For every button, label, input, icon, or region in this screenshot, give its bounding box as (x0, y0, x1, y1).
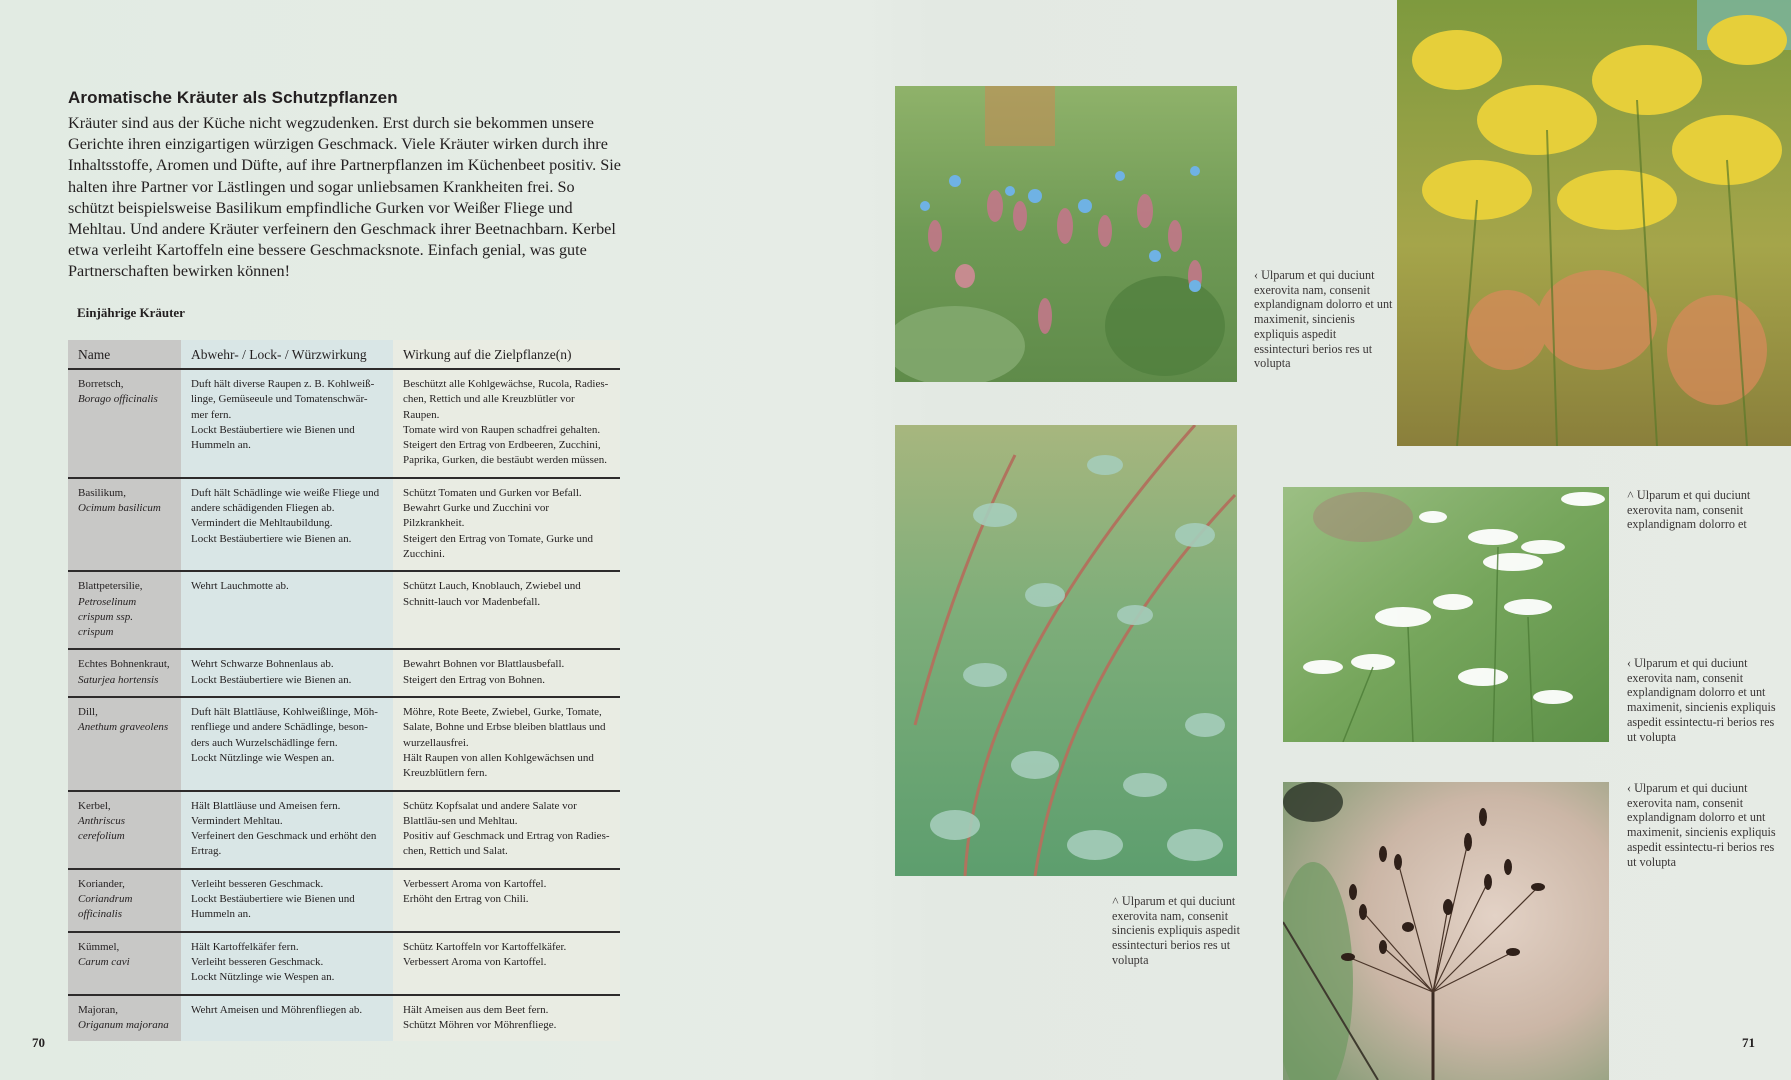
herb-common-name: Majoran, (78, 1003, 119, 1016)
effect-cell-line: Hält Blattläuse und Ameisen fern. (191, 799, 341, 812)
herb-latin-name: Carum cavi (78, 955, 130, 968)
effect-cell-line: Wehrt Lauchmotte ab. (191, 580, 289, 593)
header-effect: Abwehr- / Lock- / Würzwirkung (191, 347, 367, 362)
table-row (68, 370, 620, 479)
target-cell-line: Verbessert Aroma von Kartoffel. (403, 877, 547, 890)
target-cell-line: Tomate wird von Raupen schadfrei gehalten. (403, 423, 601, 436)
target-cell-line: Steigert den Ertrag von Tomate, Gurke und Zucchini. (403, 532, 593, 560)
table-row (68, 996, 620, 1042)
dill-seedhead-photo (1283, 782, 1609, 1080)
table-row (68, 792, 620, 870)
effect-cell-line: Verfeinert den Geschmack und erhöht den Ertrag. (191, 830, 377, 858)
target-cell-line: Schütz Kartoffeln vor Kartoffelkäfer. (403, 940, 567, 953)
herb-name-cell (68, 698, 181, 789)
target-cell-line: Schützt Tomaten und Gurken vor Befall. (403, 486, 582, 499)
effect-cell (181, 870, 393, 931)
intro-paragraph: Kräuter sind aus der Küche nicht wegzudenken. Erst durch sie bekommen unsere Gerichte ihren einzigartigen würzigen Geschmack. Viele Kräuter wirken durch ihre Inhaltsstoffe, Aromen und Düfte, auf ihre Partnerpflanzen im Küchenbeet positiv. Sie halten ihre Partner vor Lästlingen und sogar unliebsamen Krankheiten frei. So schützt beispielsweise Basilikum empfindliche Gurken vor Weißer Fliege und Mehltau. Und andere Kräuter verfeinern den Geschmack ihrer Beetnachbarn. Kerbel etwa verleiht Kartoffeln eine bessere Geschmacksnote. Einfach genial, was gute Partnerschaften bewirken können! (68, 114, 621, 281)
caption-borage: ‹ Ulparum et qui duciunt exerovita nam, consenit explandignam dolorro et unt maximenit, sincienis expliquis aspedit essintecturi berios res ut volupta (1254, 268, 1393, 371)
effect-cell (181, 572, 393, 648)
table-body (68, 370, 620, 1041)
target-cell (393, 870, 620, 931)
herb-common-name: Blattpetersilie, (78, 580, 143, 593)
effect-cell-line: Duft hält diverse Raupen z. B. Kohlweiß-linge, Gemüseeule und Tomatenschwär-mer fern. (191, 378, 375, 421)
caption-coriander: ‹ Ulparum et qui duciunt exerovita nam, consenit explandignam dolorro et unt maximenit, sincienis expliquis aspedit essintectu-ri berios res ut volupta (1627, 656, 1776, 744)
herb-latin-name: Anthriscus cerefolium (78, 814, 126, 843)
herb-latin-name: Origanum majorana (78, 1018, 169, 1031)
target-cell-line: Verbessert Aroma von Kartoffel. (403, 955, 547, 968)
target-cell (393, 698, 620, 789)
target-cell (393, 933, 620, 994)
target-cell-line: Bewahrt Bohnen vor Blattlausbefall. (403, 658, 565, 671)
effect-cell (181, 933, 393, 994)
target-cell-line: Hält Raupen von allen Kohlgewächsen und Kreuzblütlern fern. (403, 751, 594, 780)
effect-cell-line: Vermindert die Mehltaubildung. (191, 517, 333, 530)
table-row (68, 698, 620, 791)
herb-table (68, 340, 620, 1041)
herb-latin-name: Saturjea hortensis (78, 673, 159, 686)
section-heading: Aromatische Kräuter als Schutzpflanzen (68, 88, 398, 107)
dill-umbels-photo (1397, 0, 1791, 446)
target-cell-line: Beschützt alle Kohlgewächse, Rucola, Radies-chen, Rettich und alle Kreuzblütler vor Raupen. (403, 378, 609, 421)
table-row (68, 479, 620, 572)
effect-cell-line: Lockt Bestäubertiere wie Bienen und Hummeln an. (191, 423, 355, 452)
target-cell-line: Schütz Kopfsalat und andere Salate vor Blattläu-sen und Mehltau. (403, 799, 577, 827)
target-cell (393, 370, 620, 477)
herb-name-cell (68, 650, 181, 696)
herb-name-cell (68, 792, 181, 868)
herb-latin-name: Petroselinum crispum ssp. crispum (78, 595, 137, 639)
table-row (68, 933, 620, 996)
effect-cell-line: Vermindert Mehltau. (191, 814, 283, 827)
table-subheading: Einjährige Kräuter (77, 305, 185, 320)
borage-flowers-photo (895, 86, 1237, 382)
target-cell-line: Positiv auf Geschmack und Ertrag von Radies-chen, Rettich und Salat. (403, 830, 610, 858)
page-number-left: 70 (32, 1035, 45, 1050)
herb-name-cell (68, 572, 181, 648)
table-header-row (68, 340, 620, 370)
effect-cell-line: Lockt Bestäubertiere wie Bienen und Hummeln an. (191, 893, 355, 921)
effect-cell-line: Wehrt Schwarze Bohnenlaus ab. (191, 658, 334, 671)
effect-cell-line: Lockt Nützlinge wie Wespen an. (191, 751, 335, 764)
target-cell-line: Schützt Lauch, Knoblauch, Zwiebel und Schnitt-lauch vor Madenbefall. (403, 580, 581, 608)
target-cell-line: Steigert den Ertrag von Erdbeeren, Zucchini, Paprika, Gurken, die bestäubt werden müssen. (403, 439, 608, 467)
effect-cell-line: Verleiht besseren Geschmack. (191, 877, 324, 890)
herb-latin-name: Coriandrum officinalis (78, 893, 133, 921)
herb-name-cell (68, 370, 181, 477)
herb-name-cell (68, 996, 181, 1042)
effect-cell (181, 996, 393, 1042)
page-number-right: 71 (1742, 1035, 1755, 1050)
herb-name-cell (68, 479, 181, 570)
effect-cell-line: Lockt Bestäubertiere wie Bienen an. (191, 532, 352, 545)
herb-name-cell (68, 933, 181, 994)
effect-cell (181, 650, 393, 696)
effect-cell (181, 698, 393, 789)
effect-cell-line: Verleiht besseren Geschmack. (191, 955, 324, 968)
table-row (68, 650, 620, 698)
target-cell-line: Steigert den Ertrag von Bohnen. (403, 673, 546, 686)
target-cell-line: Hält Ameisen aus dem Beet fern. (403, 1003, 549, 1016)
herb-latin-name: Ocimum basilicum (78, 502, 161, 515)
caption-dill-seedhead: ‹ Ulparum et qui duciunt exerovita nam, consenit explandignam dolorro et unt maximenit, sincienis expliquis aspedit essintectu-ri berios res ut volupta (1627, 781, 1776, 869)
target-cell (393, 650, 620, 696)
herb-common-name: Borretsch, (78, 378, 124, 390)
target-cell (393, 479, 620, 570)
marjoram-plant-photo (895, 425, 1237, 876)
herb-common-name: Koriander, (78, 877, 125, 890)
target-cell-line: Bewahrt Gurke und Zucchini vor Pilzkrankheit. (403, 502, 550, 530)
herb-common-name: Basilikum, (78, 486, 126, 499)
effect-cell (181, 479, 393, 570)
header-target: Wirkung auf die Zielpflanze(n) (403, 347, 572, 362)
herb-common-name: Dill, (78, 706, 98, 719)
coriander-flowers-photo (1283, 487, 1609, 742)
header-name: Name (78, 347, 111, 362)
target-cell-line: Schützt Möhren vor Möhrenfliege. (403, 1018, 557, 1031)
effect-cell-line: Duft hält Schädlinge wie weiße Fliege und andere schädigenden Fliegen ab. (191, 486, 380, 515)
herb-common-name: Kümmel, (78, 940, 120, 953)
effect-cell (181, 792, 393, 868)
table-row (68, 572, 620, 650)
herb-latin-name: Borago officinalis (78, 393, 158, 406)
target-cell (393, 792, 620, 868)
herb-common-name: Echtes Bohnenkraut, (78, 658, 170, 671)
effect-cell (181, 370, 393, 477)
effect-cell-line: Duft hält Blattläuse, Kohlweißlinge, Möh-renfliege und andere Schädlinge, beson-ders auch Wurzelschädlinge fern. (191, 706, 378, 749)
target-cell-line: Möhre, Rote Beete, Zwiebel, Gurke, Tomate, Salate, Bohne und Erbse bleiben blattlaus und wurzellausfrei. (403, 706, 606, 749)
herb-latin-name: Anethum graveolens (78, 721, 169, 734)
caption-coriander-top: ˄ Ulparum et qui duciunt exerovita nam, consenit explandignam dolorro et (1627, 488, 1751, 532)
table-row (68, 870, 620, 933)
caption-marjoram: ˄ Ulparum et qui duciunt exerovita nam, consenit sincienis expliquis aspedit essintecturi berios res ut volupta (1112, 894, 1240, 967)
effect-cell-line: Wehrt Ameisen und Möhrenfliegen ab. (191, 1003, 363, 1016)
target-cell-line: Erhöht den Ertrag von Chili. (403, 893, 529, 906)
herb-common-name: Kerbel, (78, 799, 111, 812)
target-cell (393, 996, 620, 1042)
target-cell (393, 572, 620, 648)
effect-cell-line: Lockt Nützlinge wie Wespen an. (191, 971, 335, 984)
effect-cell-line: Hält Kartoffelkäfer fern. (191, 940, 299, 953)
herb-name-cell (68, 870, 181, 931)
effect-cell-line: Lockt Bestäubertiere wie Bienen an. (191, 673, 352, 686)
